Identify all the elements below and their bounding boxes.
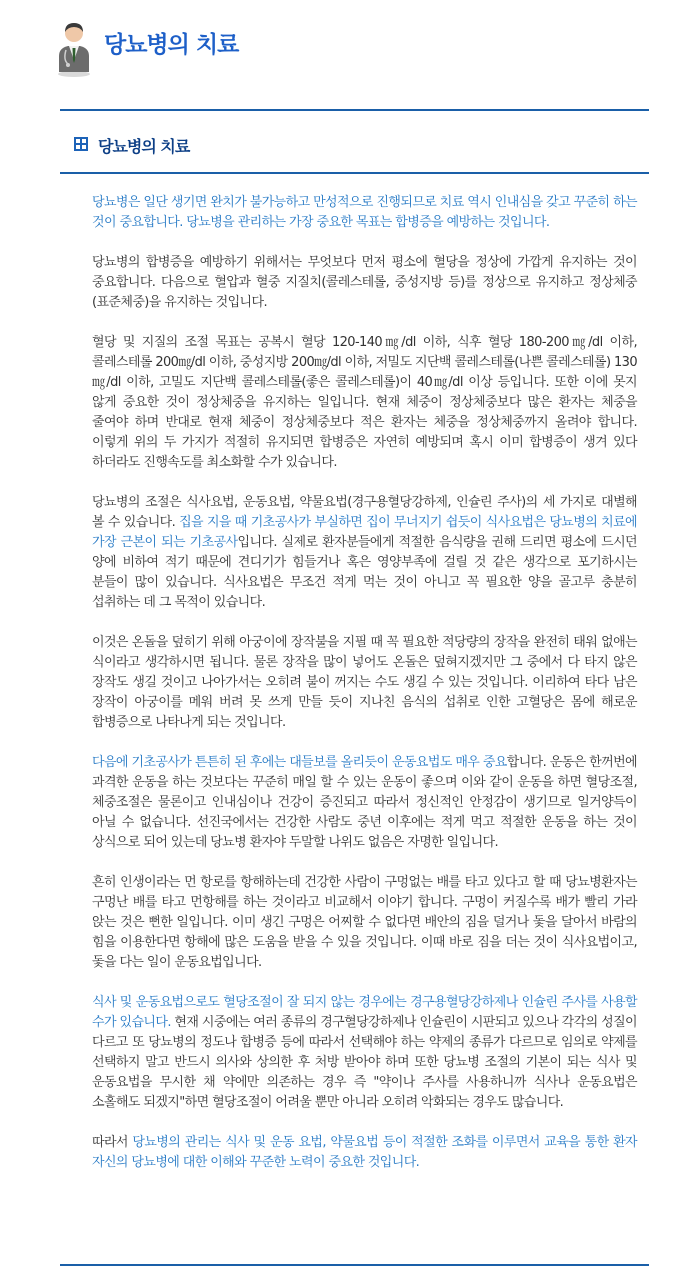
text-segment: 입니다. 실제로 환자분들에게 적절한 음식량을 권해 드리면 평소에 드시던 양에 비하여 적기 때문에 견디기가 힘들거나 혹은 영양부족에 걸릴 것 같은 생각으로 포기하시는 분들이 많이 있습니다. 식사요법은 무조건 적게 먹는 것이 아니고 꼭 필요한 양을 골고루 충분히 섭취하는 데 그 목적이 있습니다. <box>92 535 637 610</box>
paragraph <box>92 493 637 613</box>
highlighted-text: 식사 및 운동요법으로도 혈당조절이 잘 되지 않는 경우에는 경구용혈당강하제나 인슐린 주사를 사용할 수가 있습니다. <box>92 995 637 1030</box>
highlighted-text: 다음에 기초공사가 튼튼히 된 후에는 대들보를 올리듯이 운동요법도 매우 중요 <box>92 755 507 770</box>
doctor-avatar-icon <box>56 20 92 78</box>
text-segment: 합니다. 운동은 한꺼번에 과격한 운동을 하는 것보다는 꾸준히 매일 할 수 있는 운동이 좋으며 이와 같이 운동을 하면 혈당조절, 체중조절은 물론이고 인내심이나 건강이 증진되고 따라서 정신적인 안정감이 생기므로 일거양득이 아닐 수 없습니다. 선진국에서는 건강한 사람도 중년 이후에는 적게 먹고 적절한 운동을 하는 것이 상식으로 되어 있는데 당뇨병 환자야 두말할 나위도 없음은 자명한 일입니다. <box>92 755 637 850</box>
paragraph <box>92 1133 637 1173</box>
paragraph <box>92 993 637 1113</box>
section-divider <box>60 172 649 174</box>
page-header <box>0 0 700 110</box>
article-body <box>92 193 637 1193</box>
paragraph <box>92 753 637 853</box>
text-segment: 이것은 온돌을 덮히기 위해 아궁이에 장작불을 지필 때 꼭 필요한 적당량의 장작을 완전히 태워 없애는 식이라고 생각하시면 됩니다. 물론 장작을 많이 넣어도 온돌은 덮혀지겠지만 그 중에서 다 타지 않은 장작도 생길 것이고 나아가서는 오히려 불이 꺼지는 수도 생길 수 있는 것입니다. 이리하여 타다 남은 장작이 아궁이를 메워 버려 못 쓰게 만들 듯이 지나친 음식의 섭취로 인한 고혈당은 몸에 해로운 합병증으로 나타나게 되는 것입니다. <box>92 635 637 730</box>
text-segment: 당뇨병의 합병증을 예방하기 위해서는 무엇보다 먼저 평소에 혈당을 정상에 가깝게 유지하는 것이 중요합니다. 다음으로 혈압과 혈중 지질치(콜레스테롤, 중성지방 등)를 정상으로 유지하고 정상체중(표준체중)을 유지하는 것입니다. <box>92 255 637 310</box>
highlighted-text: 집을 지을 때 기초공사가 부실하면 집이 무너지기 쉽듯이 식사요법은 당뇨병의 치료에 가장 근본이 되는 기초공사 <box>92 515 637 550</box>
text-segment: 혈당 및 지질의 조절 목표는 공복시 혈당 120-140㎎/dl 이하, 식후 혈당 180-200㎎/dl 이하, 콜레스테롤 200㎎/dl 이하, 중성지방 200㎎/dl 이하, 저밀도 지단백 콜레스테롤(나쁜 콜레스테롤) 130㎎/dl 이하, 고밀도 지단백 콜레스테롤(좋은 콜레스테롤)이 40㎎/dl 이상 등입니다. 또한 이에 못지 않게 중요한 것이 정상체중을 유지하는 일입니다. 현재 체중이 정상체중보다 많은 환자는 체중을 줄여야 하며 반대로 현재 체중이 정상체중보다 적은 환자는 체중을 정상체중까지 올려야 합니다. 이렇게 위의 두 가지가 적절히 유지되면 합병증은 자연히 예방되며 혹시 이미 합병증이 생겨 있다 하더라도 진행속도를 최소화할 수가 있습니다. <box>92 335 637 470</box>
section-title: 당뇨병의 치료 <box>98 137 190 156</box>
paragraph <box>92 633 637 733</box>
paragraph <box>92 333 637 473</box>
square-bullet-icon <box>74 137 88 151</box>
text-segment: 따라서 <box>92 1135 133 1150</box>
text-segment: 당뇨병의 조절은 식사요법, 운동요법, 약물요법(경구용혈당강하제, 인슐린 주사)의 세 가지로 대별해 볼 수 있습니다. <box>92 495 637 530</box>
paragraph <box>92 193 637 233</box>
page-title: 당뇨병의 치료 <box>104 32 239 58</box>
paragraph <box>92 253 637 313</box>
text-segment: 현재 시중에는 여러 종류의 경구혈당강하제나 인슐린이 시판되고 있으나 각각의 성질이 다르고 또 당뇨병의 정도나 합병증 등에 따라서 선택해야 하는 약제의 종류가 다르므로 임의로 약제를 선택하지 말고 반드시 의사와 상의한 후 처방 받아야 하며 또한 당뇨병 조절의 기본이 되는 식사 및 운동요법을 무시한 채 약에만 의존하는 경우 즉 "약이나 주사를 사용하니까 식사나 운동요법은 소홀해도 되겠지"하면 혈당조절이 어려울 뿐만 아니라 오히려 악화되는 경우도 많습니다. <box>92 1015 637 1110</box>
paragraph <box>92 873 637 973</box>
text-segment: 흔히 인생이라는 먼 항로를 항해하는데 건강한 사람이 구멍없는 배를 타고 있다고 할 때 당뇨병환자는 구멍난 배를 타고 먼항해를 하는 것이라고 비교해서 이야기 합니다. 구멍이 커질수록 배가 빨리 가라 앉는 것은 뻔한 일입니다. 이미 생긴 구멍은 어찌할 수 없다면 배안의 짐을 덜거나 돛을 달아서 바람의 힘을 이용한다면 항해에 많은 도움을 받을 수 있을 것입니다. 이때 바로 짐을 더는 것이 식사요법이고, 돛을 다는 일이 운동요법입니다. <box>92 875 637 970</box>
text-segment: 당뇨병은 일단 생기면 완치가 불가능하고 만성적으로 진행되므로 치료 역시 인내심을 갖고 꾸준히 하는 것이 중요합니다. 당뇨병을 관리하는 가장 중요한 목표는 합병증을 예방하는 것입니다. <box>92 195 637 230</box>
bottom-divider <box>60 1264 649 1266</box>
top-divider <box>60 109 649 111</box>
highlighted-text: 당뇨병의 관리는 식사 및 운동 요법, 약물요법 등이 적절한 조화를 이루면서 교육을 통한 환자 자신의 당뇨병에 대한 이해와 꾸준한 노력이 중요한 것입니다. <box>92 1135 637 1170</box>
